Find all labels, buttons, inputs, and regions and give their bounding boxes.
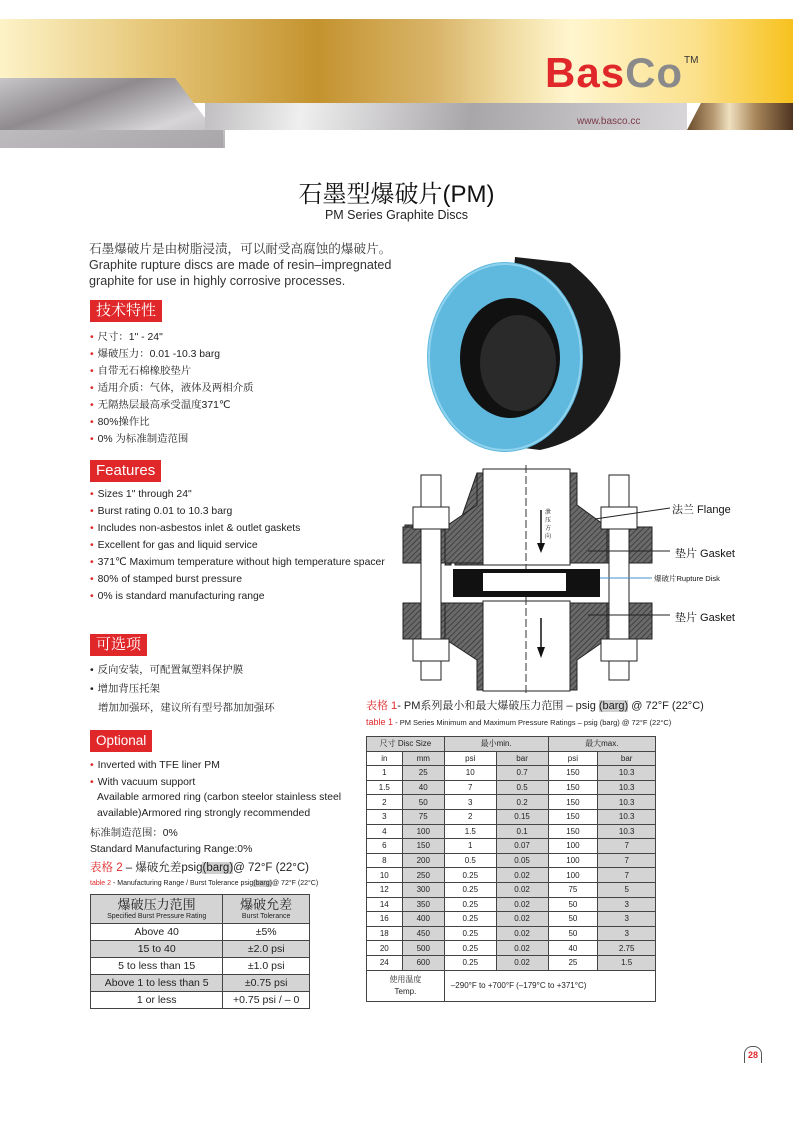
list-item: • 80%操作比 <box>90 417 150 428</box>
header-silver-bottom <box>0 130 223 148</box>
standard-range-cn: 标准制造范围：0% <box>90 828 178 839</box>
intro-cn: 石墨爆破片是由树脂浸渍，可以耐受高腐蚀的爆破片。 <box>89 242 392 256</box>
table-row: 1 or less +0.75 psi / – 0 <box>91 992 310 1009</box>
list-item: • 无隔热层最高承受温度371℃ <box>90 400 231 411</box>
list-item: • 尺寸：1" - 24" <box>90 332 163 343</box>
table-row: 2 50 3 0.2 150 10.3 <box>367 795 656 810</box>
list-item: • Sizes 1" through 24" <box>90 489 192 500</box>
temperature-label: 使用温度 Temp. <box>367 970 445 1001</box>
brand-logo-bas: Bas <box>545 49 626 96</box>
table-row: 24 600 0.25 0.02 25 1.5 <box>367 955 656 970</box>
website-url[interactable]: www.basco.cc <box>577 116 641 127</box>
table-row: 1 25 10 0.7 150 10.3 <box>367 766 656 781</box>
list-item: • 80% of stamped burst pressure <box>90 574 243 585</box>
list-item: • 爆破压力：0.01 -10.3 barg <box>90 349 221 360</box>
table-header-cell: 最小min. <box>444 737 548 752</box>
temperature-row <box>367 970 656 1001</box>
list-item: • Includes non-asbestos inlet & outlet gaskets <box>90 523 301 534</box>
optional-note-line2: available)Armored ring strongly recommended <box>97 808 311 819</box>
table-row: 3 75 2 0.15 150 10.3 <box>367 809 656 824</box>
table-row: Above 40 ±5% <box>91 924 310 941</box>
table-row: 14 350 0.25 0.02 50 3 <box>367 897 656 912</box>
features-list <box>90 486 385 605</box>
table-row: 18 450 0.25 0.02 50 3 <box>367 926 656 941</box>
optional-note-line1: Available armored ring (carbon steelor stainless steel <box>97 792 342 803</box>
table-row: 16 400 0.25 0.02 50 3 <box>367 912 656 927</box>
page-title: 石墨型爆破片(PM) <box>298 181 495 208</box>
features-heading: Features <box>90 460 161 482</box>
table-row: 8 200 0.5 0.05 100 7 <box>367 853 656 868</box>
list-item: • 0% is standard manufacturing range <box>90 591 265 602</box>
table-row: 6 150 1 0.07 100 7 <box>367 839 656 854</box>
header-bronze-tab <box>687 103 793 130</box>
list-item: • 适用介质：气体，液体及两相介质 <box>90 383 254 394</box>
label-gasket-top: 垫片 Gasket <box>675 548 735 560</box>
label-flange: 法兰 Flange <box>672 504 731 516</box>
label-rupture-disk: 爆破片Rupture Disk <box>654 574 720 583</box>
trademark-symbol: TM <box>684 55 699 66</box>
tech-features-list <box>90 329 254 448</box>
installation-diagram <box>395 465 745 693</box>
pressure-ratings-table <box>366 736 656 1002</box>
table-group-header-row <box>367 737 656 752</box>
table-row: 10 250 0.25 0.02 100 7 <box>367 868 656 883</box>
options-cn-list <box>90 661 275 718</box>
table-header-cell: 爆破压力范围 Specified Burst Pressure Rating <box>91 895 223 924</box>
brand-logo <box>545 49 683 97</box>
optional-heading: Optional <box>90 730 152 752</box>
tech-features-heading: 技术特性 <box>90 300 162 322</box>
intro-en-line2: graphite for use in highly corrosive processes. <box>89 274 346 288</box>
list-item: • Burst rating 0.01 to 10.3 barg <box>90 506 233 517</box>
product-photo-graphite-disc <box>420 245 625 455</box>
list-item: • 增加背压托架 <box>90 684 160 695</box>
list-item: • Excellent for gas and liquid service <box>90 540 258 551</box>
list-item: • With vacuum support <box>90 777 196 788</box>
label-gasket-bottom: 垫片 Gasket <box>675 612 735 624</box>
table-row: 4 100 1.5 0.1 150 10.3 <box>367 824 656 839</box>
options-cn-note: 增加加强环，建议所有型号都加加强环 <box>98 703 275 714</box>
table-row: 12 300 0.25 0.02 75 5 <box>367 882 656 897</box>
list-item: • Inverted with TFE liner PM <box>90 760 220 771</box>
optional-list <box>90 757 220 791</box>
standard-range-en: Standard Manufacturing Range:0% <box>90 844 253 855</box>
list-item: • 371℃ Maximum temperature without high temperature spacer <box>90 557 385 568</box>
table-row: 1.5 40 7 0.5 150 10.3 <box>367 780 656 795</box>
table-row: 15 to 40 ±2.0 psi <box>91 941 310 958</box>
table-row: 20 500 0.25 0.02 40 2.75 <box>367 941 656 956</box>
page-subtitle: PM Series Graphite Discs <box>324 208 469 222</box>
brand-logo-co: Co <box>625 49 684 96</box>
table-sub-header-row: in mm psi bar psi bar <box>367 751 656 766</box>
list-item: • 0% 为标准制造范围 <box>90 434 189 445</box>
list-item: • 反向安装，可配置氟塑料保护膜 <box>90 665 244 676</box>
temperature-value: –290°F to +700°F (–179°C to +371°C) <box>444 970 655 1001</box>
table-header-row <box>91 895 310 924</box>
table-header-cell: 爆破允差 Burst Tolerance <box>223 895 310 924</box>
optional-note <box>97 790 341 822</box>
table-row: Above 1 to less than 5 ±0.75 psi <box>91 975 310 992</box>
intro-en-line1: Graphite rupture discs are made of resin–impregnated <box>89 258 392 272</box>
intro-text <box>89 241 419 289</box>
table1-caption-en: table 1 - PM Series Minimum and Maximum Pressure Ratings – psig (barg) @ 72°F (22°C) <box>366 717 672 727</box>
table2-caption-en: table 2 - Manufacturing Range / Burst Tolerance psig(barg)@ 72°F (22°C) <box>90 880 319 887</box>
list-item: • 自带无石棉橡胶垫片 <box>90 366 192 377</box>
label-flow-direction: 泄压方向 <box>545 510 552 540</box>
page-number: 28 <box>744 1046 762 1063</box>
page-header <box>0 19 793 148</box>
table-header-cell: 最大max. <box>548 737 656 752</box>
burst-tolerance-table <box>90 894 310 1009</box>
table-header-cell: 尺寸 Disc Size <box>367 737 445 752</box>
table1-caption-cn: 表格 1- PM系列最小和最大爆破压力范围 – psig (barg) @ 72°F (22°C) <box>366 700 704 712</box>
table2-caption-cn: 表格 2 – 爆破允差psig(barg)@ 72°F (22°C) <box>90 862 310 874</box>
table-row: 5 to less than 15 ±1.0 psi <box>91 958 310 975</box>
standard-range <box>90 826 252 858</box>
options-cn-heading: 可选项 <box>90 634 147 656</box>
